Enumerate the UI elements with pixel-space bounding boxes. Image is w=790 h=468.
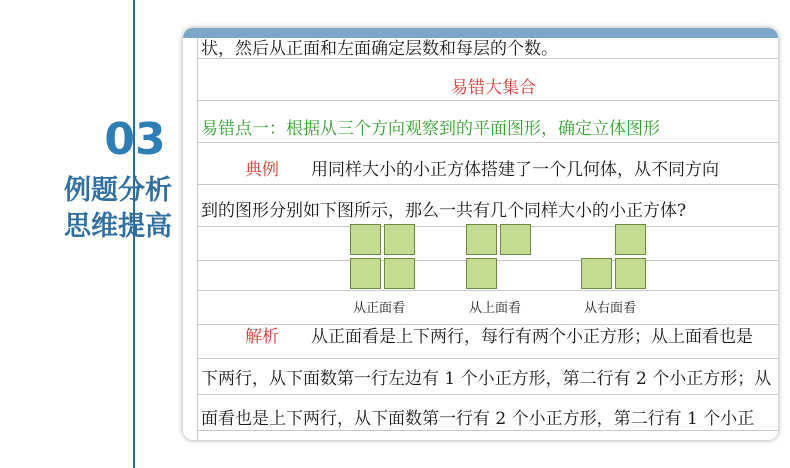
text-line-top: 状，然后从正面和左面确定层数和每层的个数。: [201, 39, 558, 59]
analysis-tag: 解析: [245, 327, 279, 347]
example-text-line1: 用同样大小的小正方体搭建了一个几何体，从不同方向: [311, 160, 719, 180]
section-title-line2: 思维提高: [64, 211, 172, 242]
top-view-label: 从上面看: [469, 301, 522, 316]
example-tag: 典例: [245, 160, 279, 180]
notebook-margin-line: [197, 38, 198, 440]
view-square: [500, 224, 531, 255]
ruled-line: [197, 184, 778, 185]
example-text-line2: 到的图形分别如下图所示，那么一共有几个同样大小的小正方体?: [201, 201, 687, 221]
view-square: [466, 224, 497, 255]
view-square: [384, 258, 415, 289]
ruled-line: [197, 142, 778, 143]
analysis-text-line1: 从正面看是上下两行，每行有两个小正方形；从上面看也是: [311, 327, 753, 347]
ruled-line: [197, 430, 778, 431]
view-square: [350, 224, 381, 255]
ruled-line: [197, 394, 778, 395]
view-square: [384, 224, 415, 255]
analysis-text-line2: 下两行，从下面数第一行左边有 1 个小正方形，第二行有 2 个小正方形；从: [201, 369, 772, 389]
view-square: [350, 258, 381, 289]
right-view-label: 从右面看: [584, 301, 637, 316]
section-number: 03: [104, 114, 166, 165]
front-view-label: 从正面看: [353, 301, 406, 316]
view-square: [581, 258, 612, 289]
view-square: [615, 224, 646, 255]
view-square: [615, 258, 646, 289]
analysis-text-line3: 面看也是上下两行，从下面数第一行有 2 个小正方形，第二行有 1 个小正: [201, 409, 755, 429]
ruled-line: [197, 290, 778, 291]
section-title-line1: 例题分析: [64, 175, 172, 206]
error-point-heading: 易错点一：根据从三个方向观察到的平面图形，确定立体图形: [201, 119, 660, 139]
ruled-line: [197, 100, 778, 101]
view-square: [466, 258, 497, 289]
ruled-line: [197, 358, 778, 359]
section-heading: 易错大集合: [451, 78, 536, 98]
notebook-card: [183, 28, 778, 440]
